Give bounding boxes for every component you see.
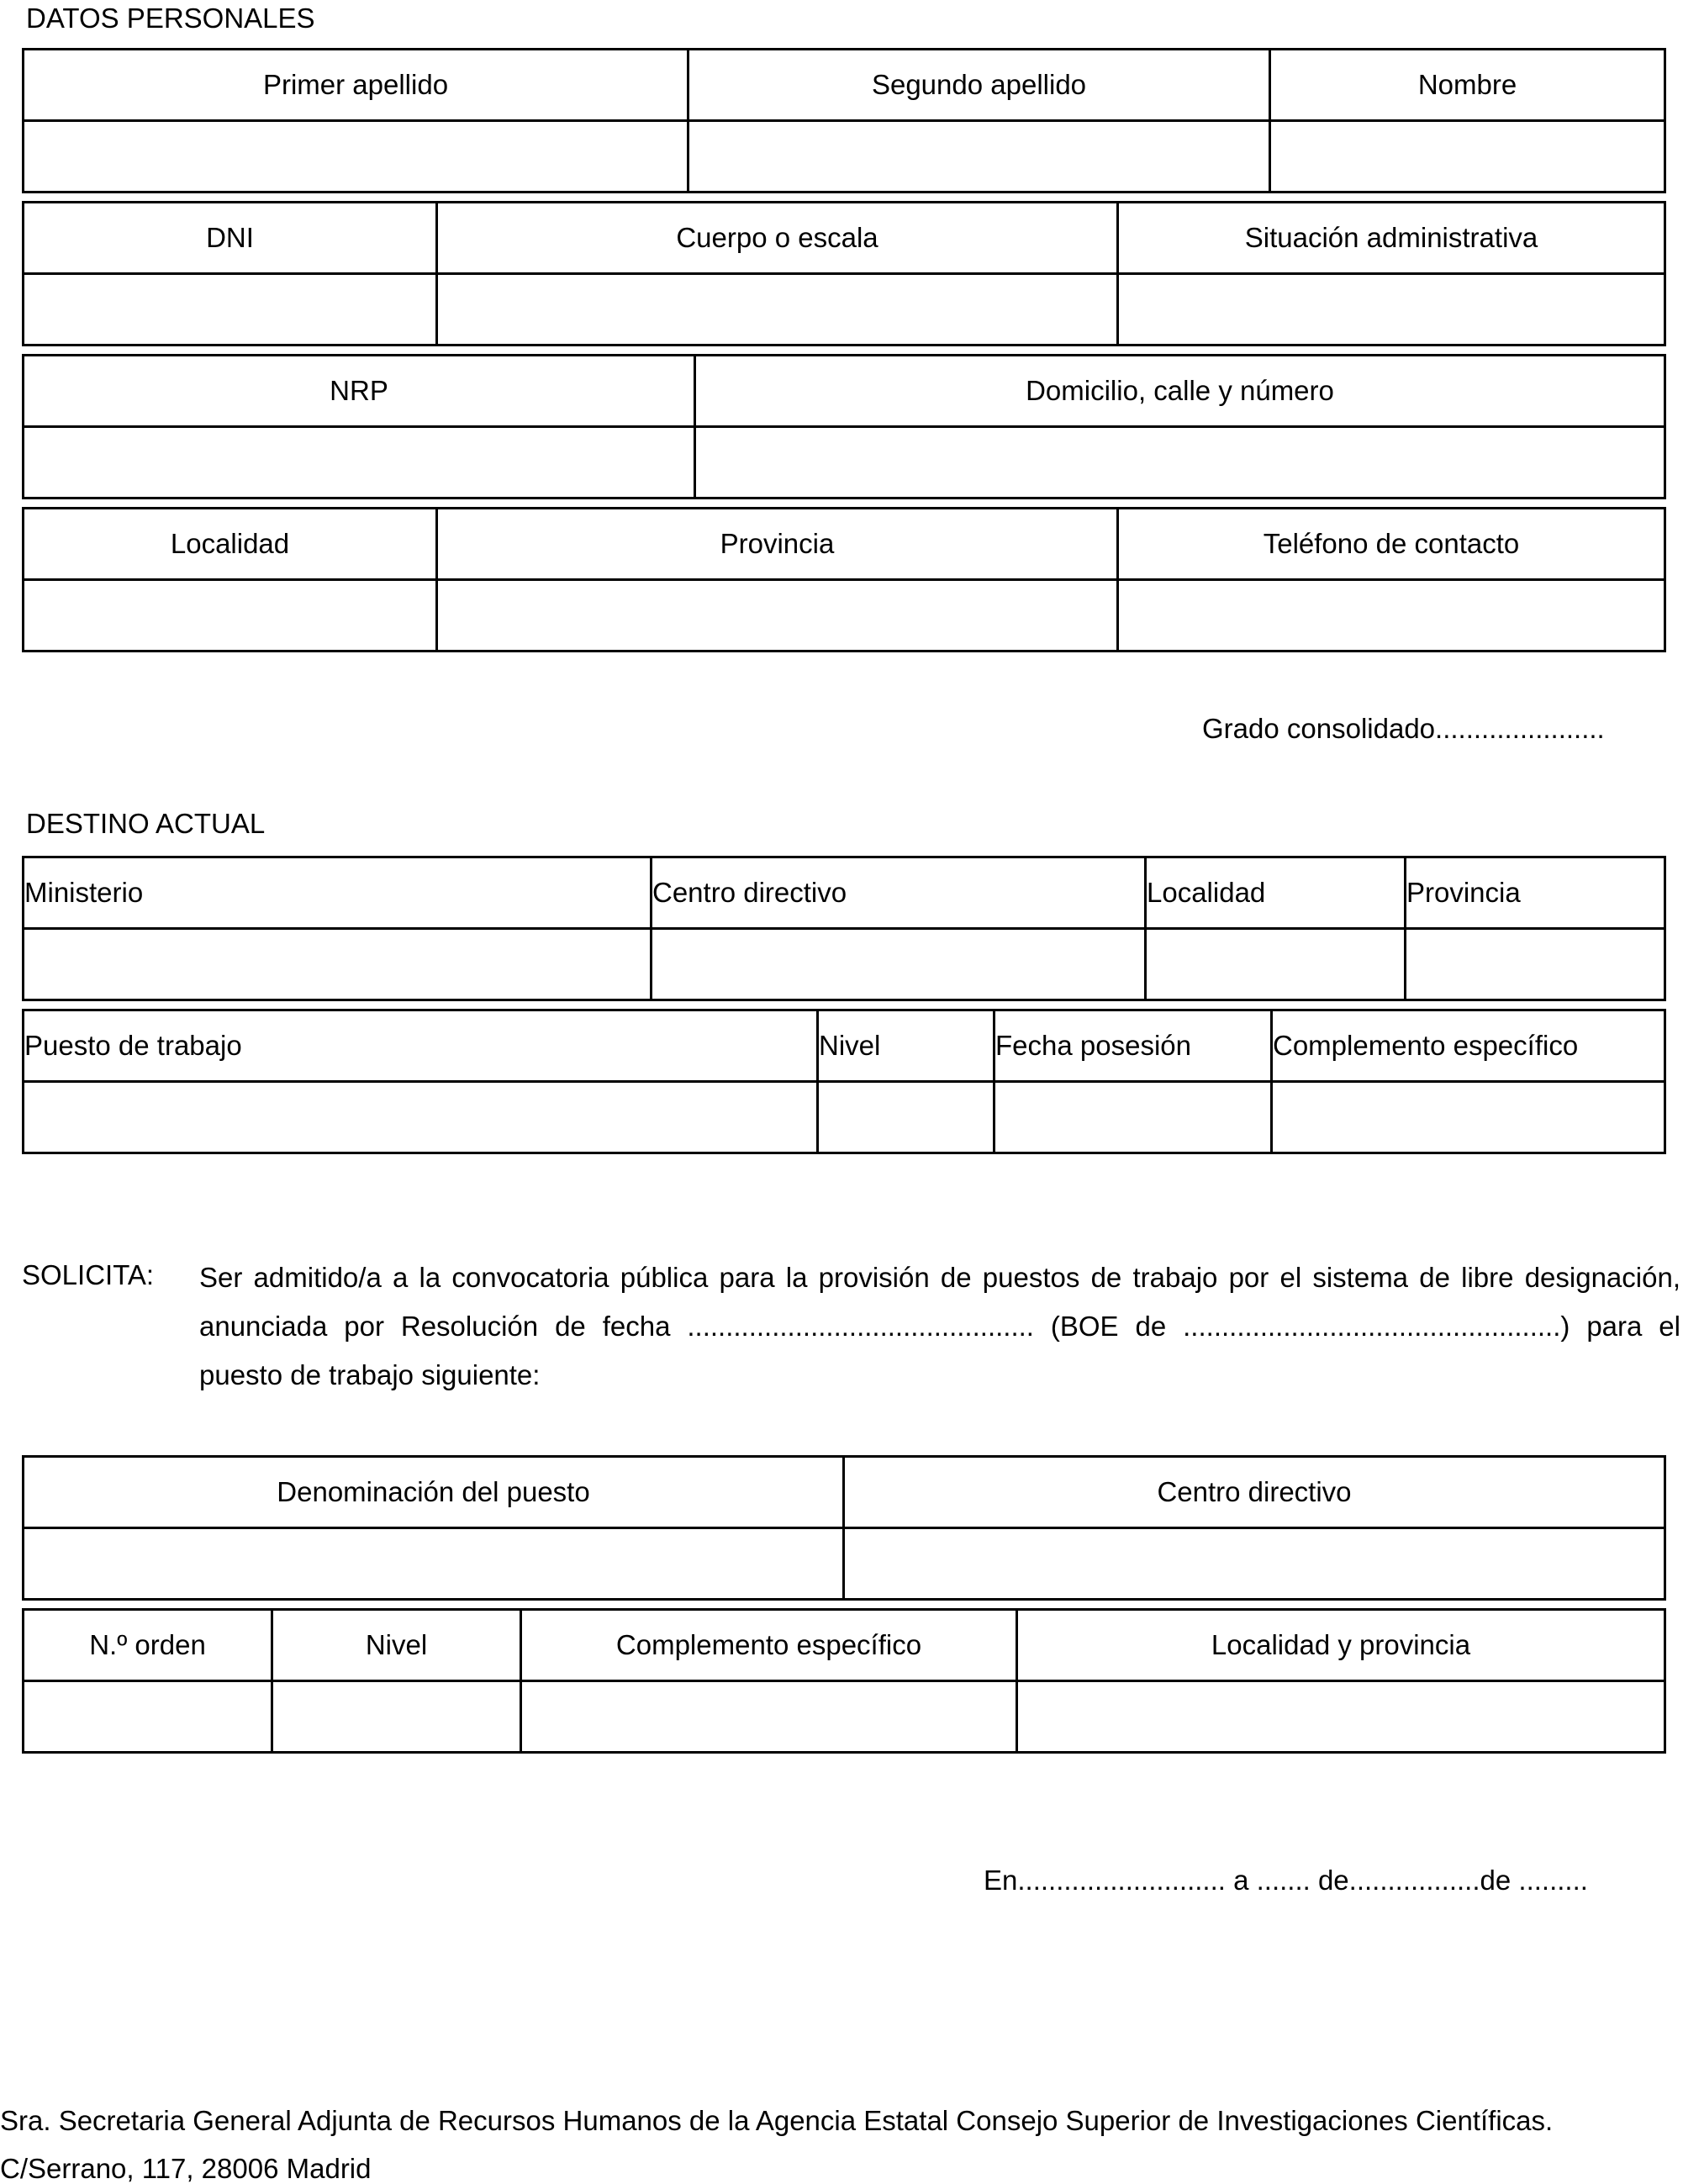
header-numero-orden: N.º orden [24, 1610, 272, 1681]
field-puesto-trabajo[interactable] [24, 1082, 818, 1153]
header-telefono: Teléfono de contacto [1118, 509, 1665, 580]
field-provincia-destino[interactable] [1406, 929, 1665, 1000]
header-nivel: Nivel [818, 1010, 994, 1082]
field-telefono[interactable] [1118, 580, 1665, 652]
field-nivel-solicitado[interactable] [272, 1681, 521, 1753]
destino-actual-table [22, 856, 1666, 1001]
solicita-text: Ser admitido/a a la convocatoria pública para la provisión de puestos de trabajo por el sistema de libre designación, anunciada por Resolución de fecha ............................................. (BOE de .................................................) para el puesto de trabajo siguiente: [199, 1262, 1680, 1390]
field-ministerio[interactable] [24, 929, 652, 1000]
header-denominacion-puesto: Denominación del puesto [24, 1457, 844, 1528]
grado-consolidado: Grado consolidado...................... [1202, 713, 1605, 744]
header-domicilio: Domicilio, calle y número [695, 356, 1665, 427]
header-situacion-administrativa: Situación administrativa [1118, 203, 1665, 274]
field-localidad-destino[interactable] [1146, 929, 1406, 1000]
header-complemento-especifico: Complemento específico [1272, 1010, 1665, 1082]
header-localidad-provincia: Localidad y provincia [1017, 1610, 1665, 1681]
field-centro-directivo[interactable] [652, 929, 1146, 1000]
header-provincia-destino: Provincia [1406, 857, 1665, 929]
field-complemento-especifico[interactable] [1272, 1082, 1665, 1153]
field-centro-directivo-solicitado[interactable] [844, 1528, 1665, 1600]
field-provincia[interactable] [437, 580, 1118, 652]
datos-personales-table [22, 48, 1666, 193]
field-cuerpo-escala[interactable] [437, 274, 1118, 346]
header-nivel-solicitado: Nivel [272, 1610, 521, 1681]
section-title-destino-actual: DESTINO ACTUAL [26, 808, 266, 839]
header-localidad-destino: Localidad [1146, 857, 1406, 929]
header-nrp: NRP [24, 356, 695, 427]
header-localidad: Localidad [24, 509, 437, 580]
header-cuerpo-escala: Cuerpo o escala [437, 203, 1118, 274]
destinatario-line-2: C/Serrano, 117, 28006 Madrid [0, 2153, 372, 2184]
puesto-solicitado-table [22, 1455, 1666, 1601]
header-puesto-trabajo: Puesto de trabajo [24, 1010, 818, 1082]
field-domicilio[interactable] [695, 427, 1665, 499]
field-localidad[interactable] [24, 580, 437, 652]
header-fecha-posesion: Fecha posesión [994, 1010, 1272, 1082]
fecha-lugar-line: En........................... a ....... de.................de ......... [984, 1865, 1588, 1896]
field-complemento-especifico-solicitado[interactable] [521, 1681, 1017, 1753]
datos-personales-table-3 [22, 354, 1666, 499]
solicita-label: SOLICITA: [22, 1259, 155, 1290]
header-centro-directivo: Centro directivo [652, 857, 1146, 929]
field-fecha-posesion[interactable] [994, 1082, 1272, 1153]
field-dni[interactable] [24, 274, 437, 346]
header-nombre: Nombre [1270, 50, 1665, 121]
header-dni: DNI [24, 203, 437, 274]
field-nombre[interactable] [1270, 121, 1665, 193]
field-situacion-administrativa[interactable] [1118, 274, 1665, 346]
destino-actual-table-2 [22, 1009, 1666, 1154]
header-complemento-especifico-solicitado: Complemento específico [521, 1610, 1017, 1681]
field-numero-orden[interactable] [24, 1681, 272, 1753]
section-title-datos-personales: DATOS PERSONALES [26, 3, 315, 34]
header-primer-apellido: Primer apellido [24, 50, 688, 121]
field-primer-apellido[interactable] [24, 121, 688, 193]
field-segundo-apellido[interactable] [688, 121, 1270, 193]
header-ministerio: Ministerio [24, 857, 652, 929]
field-nivel[interactable] [818, 1082, 994, 1153]
puesto-solicitado-table-2 [22, 1608, 1666, 1754]
field-denominacion-puesto[interactable] [24, 1528, 844, 1600]
header-segundo-apellido: Segundo apellido [688, 50, 1270, 121]
datos-personales-table-2 [22, 201, 1666, 346]
field-nrp[interactable] [24, 427, 695, 499]
field-localidad-provincia[interactable] [1017, 1681, 1665, 1753]
destinatario-line-1: Sra. Secretaria General Adjunta de Recursos Humanos de la Agencia Estatal Consejo Superior de Investigaciones Científicas. [0, 2105, 1554, 2136]
datos-personales-table-4 [22, 507, 1666, 652]
header-provincia: Provincia [437, 509, 1118, 580]
header-centro-directivo-solicitado: Centro directivo [844, 1457, 1665, 1528]
